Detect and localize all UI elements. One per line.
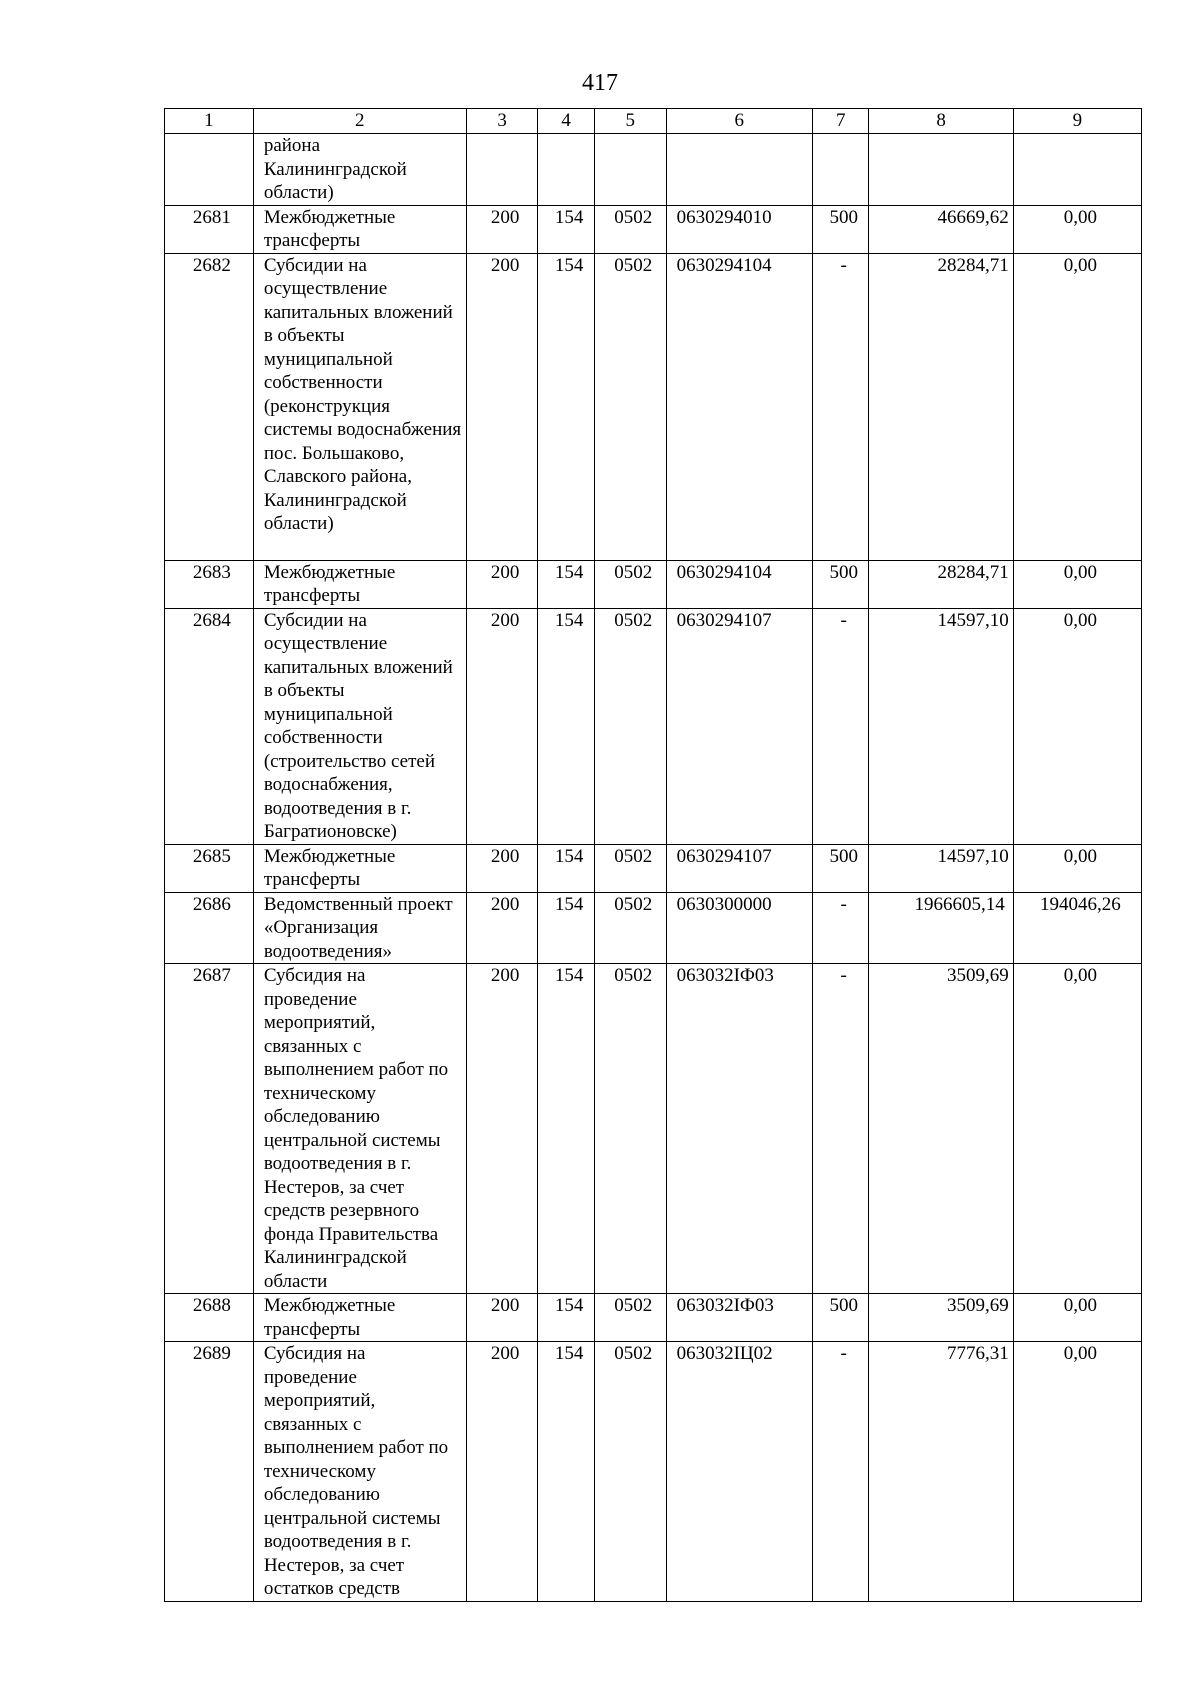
header-col-4: 4 bbox=[538, 109, 595, 134]
row-c8: 14597,10 bbox=[869, 844, 1013, 892]
row-c7: 500 bbox=[812, 1294, 869, 1342]
row-c5: 0502 bbox=[594, 560, 666, 608]
row-c9: 0,00 bbox=[1013, 1294, 1141, 1342]
row-name: Субсидии на осуществление капитальных вложений в объекты муниципальной собственности (строительство сетей водоснабжения, водоотведения в г. Багратионовске) bbox=[253, 608, 466, 844]
row-c6: 063032ІФ03 bbox=[666, 1294, 812, 1342]
row-c5: 0502 bbox=[594, 608, 666, 844]
row-c3: 200 bbox=[466, 964, 538, 1294]
row-c5: 0502 bbox=[594, 205, 666, 253]
row-c4: 154 bbox=[538, 1294, 595, 1342]
row-c7: - bbox=[812, 964, 869, 1294]
row-c9: 0,00 bbox=[1013, 253, 1141, 560]
row-c9 bbox=[1013, 134, 1141, 206]
row-c5: 0502 bbox=[594, 1294, 666, 1342]
table-row bbox=[165, 1294, 1142, 1342]
row-c5: 0502 bbox=[594, 964, 666, 1294]
row-name: Межбюджетные трансферты bbox=[253, 844, 466, 892]
table-row bbox=[165, 560, 1142, 608]
row-c6: 0630300000 bbox=[666, 892, 812, 964]
row-c4: 154 bbox=[538, 1342, 595, 1602]
row-c4: 154 bbox=[538, 253, 595, 560]
page-number: 417 bbox=[582, 70, 618, 96]
row-c3: 200 bbox=[466, 844, 538, 892]
row-c8: 1966605,14 bbox=[869, 892, 1013, 964]
row-c4: 154 bbox=[538, 844, 595, 892]
row-c8 bbox=[869, 134, 1013, 206]
row-c7: 500 bbox=[812, 560, 869, 608]
row-name: Межбюджетные трансферты bbox=[253, 205, 466, 253]
row-c3: 200 bbox=[466, 892, 538, 964]
row-c8: 14597,10 bbox=[869, 608, 1013, 844]
row-c7: - bbox=[812, 608, 869, 844]
budget-table bbox=[164, 108, 1142, 1602]
row-c7: - bbox=[812, 1342, 869, 1602]
row-c9: 0,00 bbox=[1013, 608, 1141, 844]
row-c7: 500 bbox=[812, 205, 869, 253]
row-name: Межбюджетные трансферты bbox=[253, 560, 466, 608]
row-c9: 0,00 bbox=[1013, 964, 1141, 1294]
row-c6 bbox=[666, 134, 812, 206]
row-c9: 194046,26 bbox=[1013, 892, 1141, 964]
row-number: 2685 bbox=[165, 844, 254, 892]
row-name: района Калининградской области) bbox=[253, 134, 466, 206]
table-row bbox=[165, 1342, 1142, 1602]
header-col-3: 3 bbox=[466, 109, 538, 134]
row-c4: 154 bbox=[538, 608, 595, 844]
row-c6: 0630294107 bbox=[666, 608, 812, 844]
header-col-9: 9 bbox=[1013, 109, 1141, 134]
row-c5: 0502 bbox=[594, 844, 666, 892]
row-c5: 0502 bbox=[594, 892, 666, 964]
row-c7 bbox=[812, 134, 869, 206]
row-c3: 200 bbox=[466, 1294, 538, 1342]
row-c8: 46669,62 bbox=[869, 205, 1013, 253]
row-c7: - bbox=[812, 253, 869, 560]
row-c5: 0502 bbox=[594, 253, 666, 560]
row-c3 bbox=[466, 134, 538, 206]
row-c6: 0630294010 bbox=[666, 205, 812, 253]
row-c4 bbox=[538, 134, 595, 206]
header-row bbox=[165, 109, 1142, 134]
row-name: Субсидия на проведение мероприятий, связанных с выполнением работ по техническому обследованию центральной системы водоотведения в г. Нестеров, за счет средств резервного фонда Правительства Калининградской области bbox=[253, 964, 466, 1294]
row-c8: 28284,71 bbox=[869, 560, 1013, 608]
table-row bbox=[165, 134, 1142, 206]
row-c7: - bbox=[812, 892, 869, 964]
row-c3: 200 bbox=[466, 253, 538, 560]
row-number: 2687 bbox=[165, 964, 254, 1294]
row-name: Межбюджетные трансферты bbox=[253, 1294, 466, 1342]
header-col-5: 5 bbox=[594, 109, 666, 134]
row-c3: 200 bbox=[466, 560, 538, 608]
row-number: 2688 bbox=[165, 1294, 254, 1342]
row-number: 2684 bbox=[165, 608, 254, 844]
row-c4: 154 bbox=[538, 892, 595, 964]
row-c8: 3509,69 bbox=[869, 964, 1013, 1294]
row-number: 2682 bbox=[165, 253, 254, 560]
table-row bbox=[165, 964, 1142, 1294]
table-row bbox=[165, 892, 1142, 964]
table-row bbox=[165, 205, 1142, 253]
row-c4: 154 bbox=[538, 964, 595, 1294]
row-name: Субсидии на осуществление капитальных вложений в объекты муниципальной собственности (реконструкция системы водоснабжения пос. Большаково, Славского района, Калининградской области) bbox=[253, 253, 466, 560]
row-c3: 200 bbox=[466, 205, 538, 253]
row-c6: 0630294104 bbox=[666, 560, 812, 608]
row-c4: 154 bbox=[538, 205, 595, 253]
row-c7: 500 bbox=[812, 844, 869, 892]
row-c8: 28284,71 bbox=[869, 253, 1013, 560]
row-number: 2689 bbox=[165, 1342, 254, 1602]
row-c8: 7776,31 bbox=[869, 1342, 1013, 1602]
row-c3: 200 bbox=[466, 1342, 538, 1602]
table-row bbox=[165, 608, 1142, 844]
row-name: Субсидия на проведение мероприятий, связанных с выполнением работ по техническому обследованию центральной системы водоотведения в г. Нестеров, за счет остатков средств bbox=[253, 1342, 466, 1602]
row-c6: 0630294104 bbox=[666, 253, 812, 560]
row-c9: 0,00 bbox=[1013, 1342, 1141, 1602]
row-number bbox=[165, 134, 254, 206]
table-row bbox=[165, 253, 1142, 560]
table-row bbox=[165, 844, 1142, 892]
header-col-1: 1 bbox=[165, 109, 254, 134]
row-c6: 0630294107 bbox=[666, 844, 812, 892]
header-col-7: 7 bbox=[812, 109, 869, 134]
row-c8: 3509,69 bbox=[869, 1294, 1013, 1342]
row-number: 2681 bbox=[165, 205, 254, 253]
row-number: 2683 bbox=[165, 560, 254, 608]
row-c3: 200 bbox=[466, 608, 538, 844]
row-c6: 063032ІЦ02 bbox=[666, 1342, 812, 1602]
header-col-2: 2 bbox=[253, 109, 466, 134]
row-c6: 063032ІФ03 bbox=[666, 964, 812, 1294]
row-number: 2686 bbox=[165, 892, 254, 964]
row-c4: 154 bbox=[538, 560, 595, 608]
header-col-8: 8 bbox=[869, 109, 1013, 134]
row-c9: 0,00 bbox=[1013, 560, 1141, 608]
row-c9: 0,00 bbox=[1013, 844, 1141, 892]
row-c9: 0,00 bbox=[1013, 205, 1141, 253]
row-name: Ведомственный проект «Организация водоотведения» bbox=[253, 892, 466, 964]
row-c5: 0502 bbox=[594, 1342, 666, 1602]
header-col-6: 6 bbox=[666, 109, 812, 134]
row-c5 bbox=[594, 134, 666, 206]
